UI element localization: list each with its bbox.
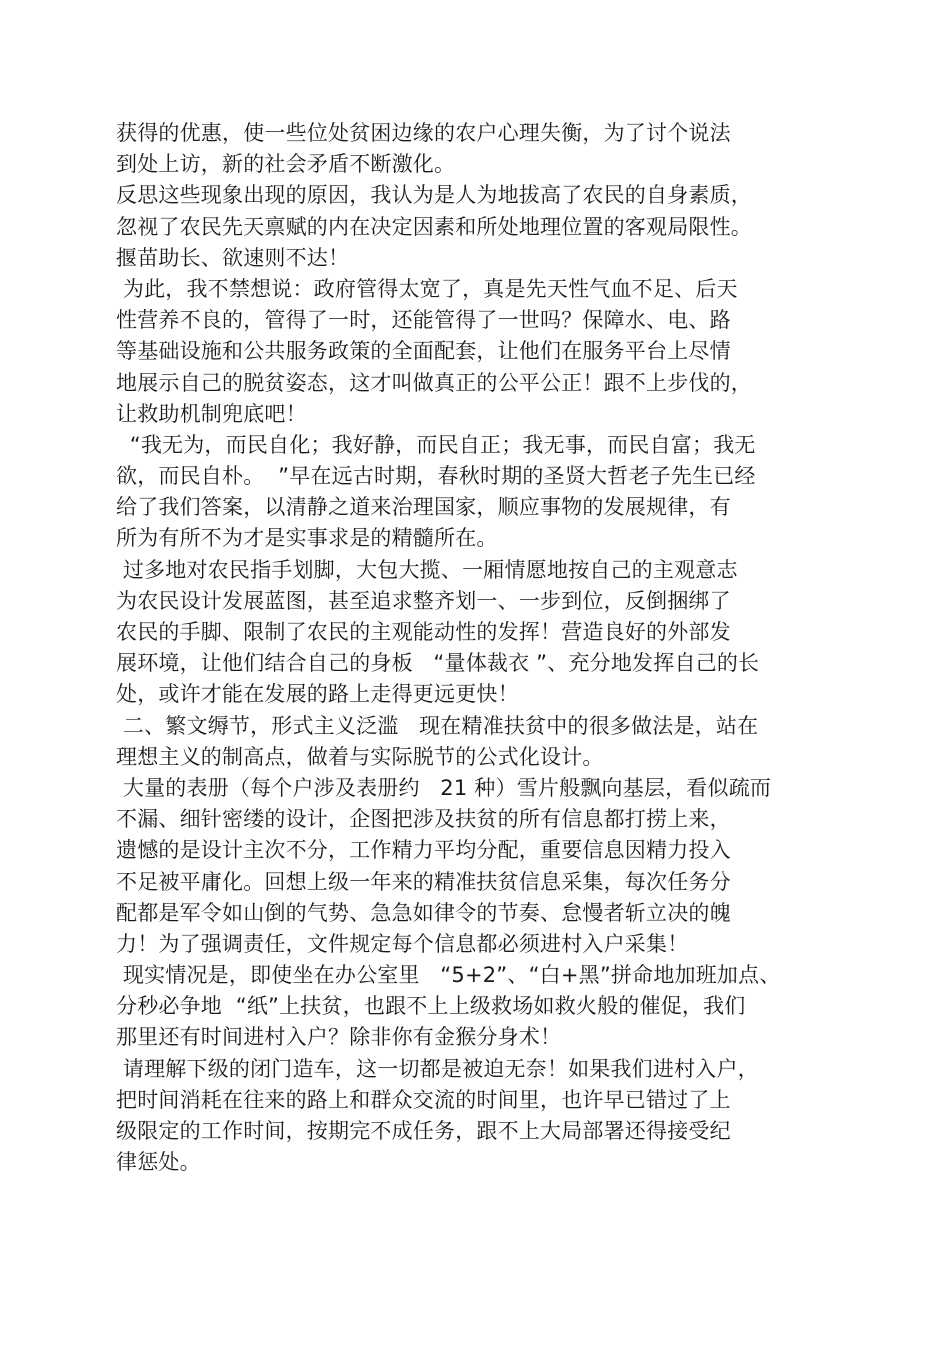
text-line: 那里还有时间进村入户？除非你有金猴分身术！ — [116, 1025, 562, 1050]
text-line: 让救助机制兜底吧！ — [116, 401, 307, 426]
text-line: 等基础设施和公共服务政策的全面配套，让他们在服务平台上尽情 — [116, 339, 731, 364]
text-line: 分秒必争地 “纸”上扶贫，也跟不上上级救场如救火般的催促，我们 — [116, 994, 746, 1019]
text-line: 为农民设计发展蓝图，甚至追求整齐划一、一步到位，反倒捆绑了 — [116, 588, 731, 613]
text-line: 不漏、细针密缕的设计，企图把涉及扶贫的所有信息都打捞上来， — [116, 807, 731, 832]
text-line: 到处上访，新的社会矛盾不断激化。 — [116, 152, 456, 177]
text-line: 配都是军令如山倒的气势、急急如律令的节奏、怠慢者斩立决的魄 — [116, 900, 731, 925]
text-line: 忽视了农民先天禀赋的内在决定因素和所处地理位置的客观局限性。 — [116, 214, 752, 239]
text-line: 处，或许才能在发展的路上走得更远更快！ — [116, 682, 519, 707]
text-line: 所为有所不为才是实事求是的精髓所在。 — [116, 526, 498, 551]
text-line: 理想主义的制高点，做着与实际脱节的公式化设计。 — [116, 744, 604, 769]
text-line: 为此，我不禁想说：政府管得太宽了，真是先天性气血不足、后天 — [116, 276, 738, 301]
text-line: 反思这些现象出现的原因，我认为是人为地拔高了农民的自身素质， — [116, 183, 752, 208]
text-line: 请理解下级的闭门造车，这一切都是被迫无奈！如果我们进村入户， — [116, 1056, 759, 1081]
text-line: 大量的表册（每个户涉及表册约 21 种）雪片般飘向基层，看似疏而 — [116, 775, 772, 800]
text-line: 不足被平庸化。回想上级一年来的精准扶贫信息采集，每次任务分 — [116, 869, 731, 894]
text-line: 给了我们答案，以清静之道来治理国家，顺应事物的发展规律，有 — [116, 495, 731, 520]
text-line: 力！为了强调责任，文件规定每个信息都必须进村入户采集！ — [116, 931, 689, 956]
text-line: 地展示自己的脱贫姿态，这才叫做真正的公平公正！跟不上步伐的， — [116, 370, 752, 395]
text-line: 律惩处。 — [116, 1150, 201, 1175]
body-text — [116, 118, 836, 1178]
text-line: 展环境，让他们结合自己的身板 “量体裁衣 ”、充分地发挥自己的长 — [116, 651, 760, 676]
text-line: 过多地对农民指手划脚，大包大揽、一厢情愿地按自己的主观意志 — [116, 557, 738, 582]
text-line: 二、繁文缛节，形式主义泛滥 现在精准扶贫中的很多做法是，站在 — [116, 713, 759, 738]
text-line: 把时间消耗在往来的路上和群众交流的时间里，也许早已错过了上 — [116, 1087, 731, 1112]
text-line: “我无为，而民自化；我好静，而民自正；我无事，而民自富；我无 — [116, 432, 756, 457]
text-line: 遗憾的是设计主次不分，工作精力平均分配，重要信息因精力投入 — [116, 838, 731, 863]
text-line: 现实情况是，即使坐在办公室里 “5+2”、“白+黑”拼命地加班加点、 — [116, 963, 781, 988]
text-line: 农民的手脚、限制了农民的主观能动性的发挥！营造良好的外部发 — [116, 620, 731, 644]
text-line: 揠苗助长、欲速则不达！ — [116, 245, 350, 270]
text-line: 级限定的工作时间，按期完不成任务，跟不上大局部署还得接受纪 — [116, 1119, 731, 1143]
text-line: 欲，而民自朴。 ”早在远古时期，春秋时期的圣贤大哲老子先生已经 — [116, 464, 756, 489]
text-line: 性营养不良的，管得了一时，还能管得了一世吗？保障水、电、路 — [116, 308, 731, 333]
text-line: 获得的优惠，使一些位处贫困边缘的农户心理失衡，为了讨个说法 — [116, 121, 731, 145]
